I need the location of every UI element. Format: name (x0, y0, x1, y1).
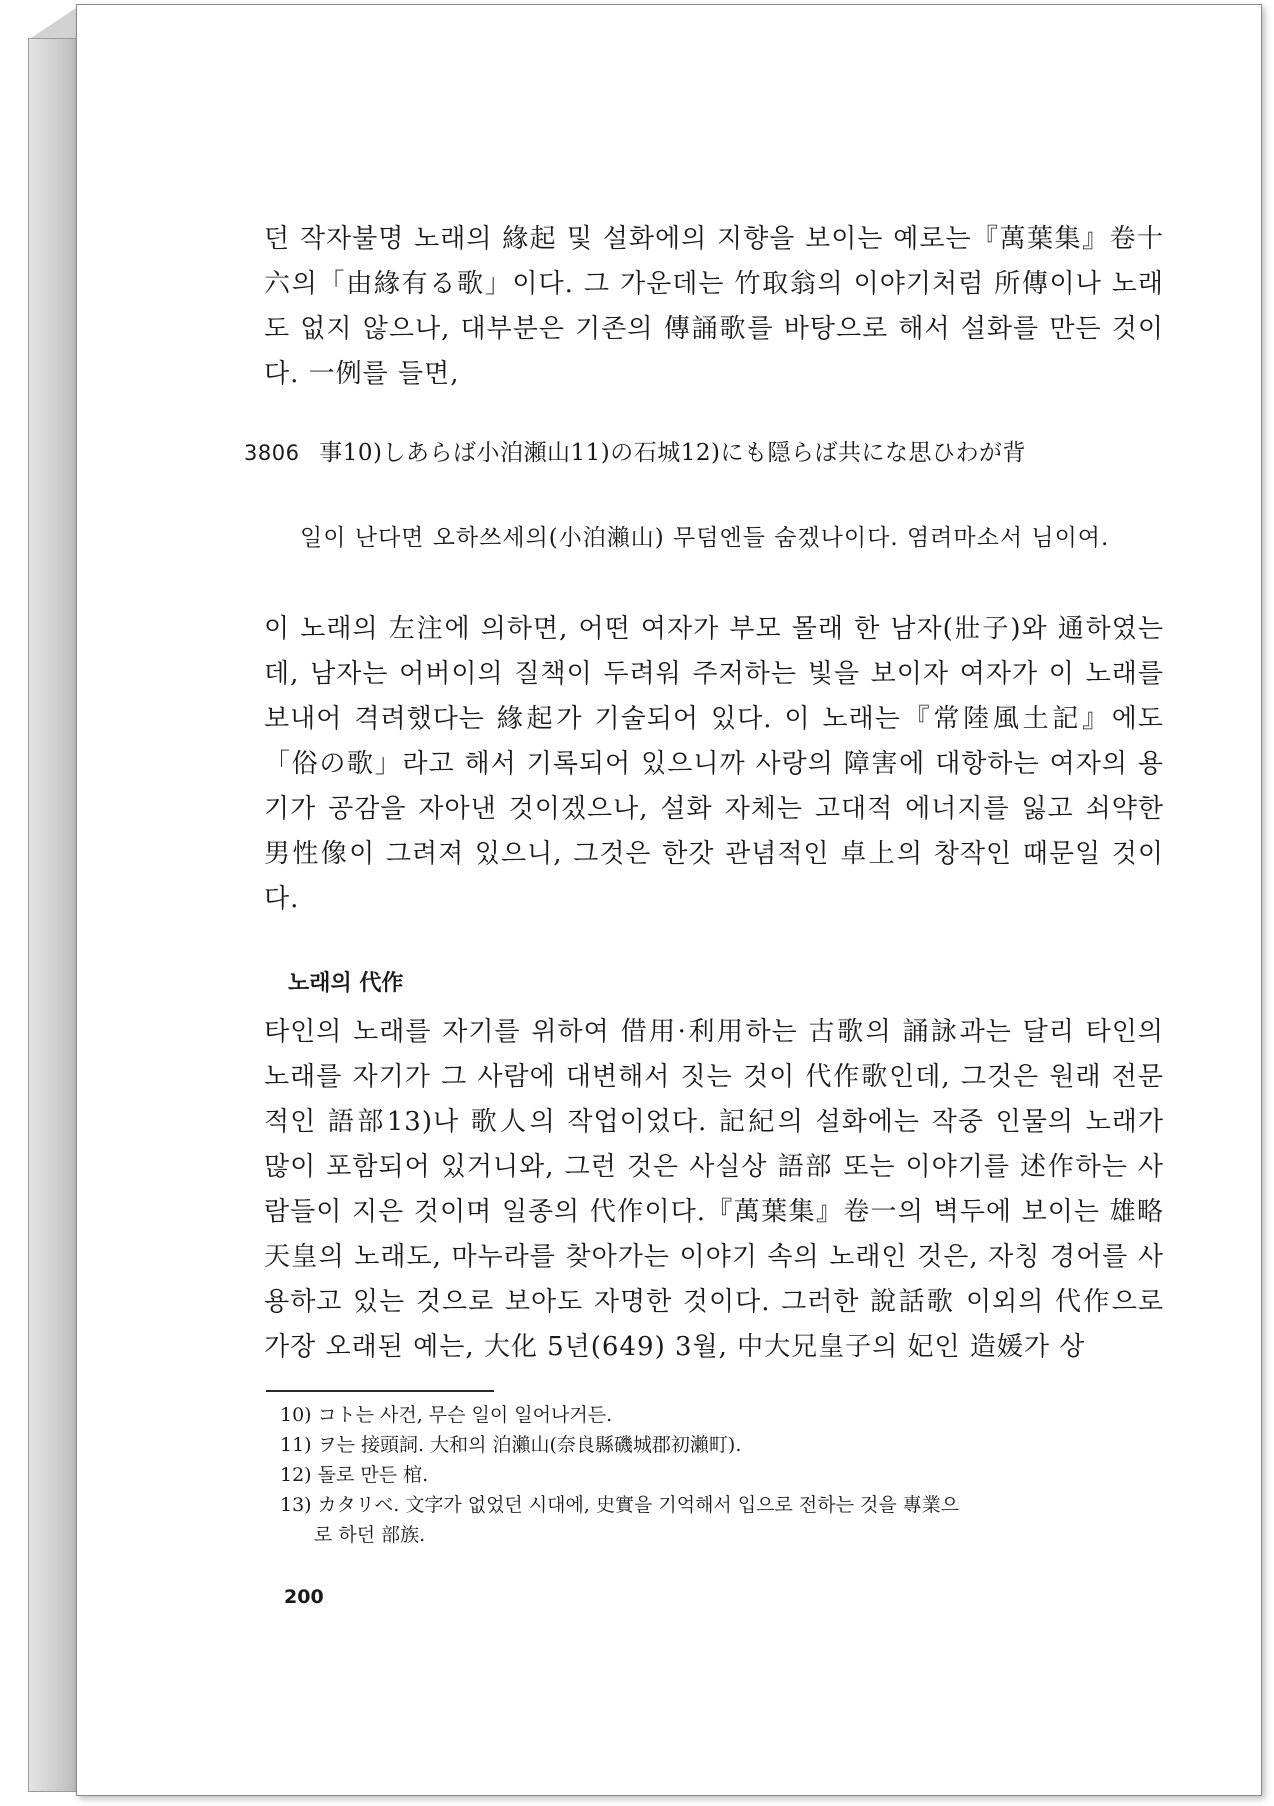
poem-block (244, 431, 1164, 475)
page-content (244, 217, 1164, 1608)
paragraph-3: 타인의 노래를 자기를 위하여 借用·利用하는 古歌의 誦詠과는 달리 타인의 노래를 자기가 그 사람에 대변해서 짓는 것이 代作歌인데, 그것은 원래 전문적인 語部13)나 歌人의 작업이었다. 記紀의 설화에는 작중 인물의 노래가 많이 포함되어 있거니와, 그런 것은 사실상 語部 또는 이야기를 述作하는 사람들이 지은 것이며 일종의 代作이다.『萬葉集』卷一의 벽두에 보이는 雄略天皇의 노래도, 마누라를 찾아가는 이야기 속의 노래인 것은, 자칭 경어를 사용하고 있는 것으로 보아도 자명한 것이다. 그러한 說話歌 이외의 代作으로 가장 오래된 예는, 大化 5년(649) 3월, 中大兄皇子의 妃인 造媛가 상 (264, 1017, 1164, 1362)
footnote-divider (266, 1390, 494, 1392)
footnote-13: 13) カタリベ. 文字가 없었던 시대에, 史實을 기억해서 입으로 전하는 것을 專業으 (280, 1494, 960, 1516)
book-spine (28, 38, 80, 1792)
paragraph-1: 던 작자불명 노래의 緣起 및 설화에의 지향을 보이는 예로는『萬葉集』卷十六의「由緣有る歌」이다. 그 가운데는 竹取翁의 이야기처럼 所傳이나 노래도 없지 않으나, 대부분은 기존의 傳誦歌를 바탕으로 해서 설화를 만든 것이다. 一例를 들면, (264, 224, 1164, 389)
poem-number: 3806 (244, 441, 300, 465)
footnote-10: 10) コト는 사건, 무슨 일이 일어나거든. (280, 1404, 613, 1426)
page-number: 200 (284, 1586, 324, 1608)
paragraph-2: 이 노래의 左注에 의하면, 어떤 여자가 부모 몰래 한 남자(壯子)와 通하였는데, 남자는 어버이의 질책이 두려워 주저하는 빛을 보이자 여자가 이 노래를 보내어 격려했다는 緣起가 기술되어 있다. 이 노래는『常陸風土記』에도「俗の歌」라고 해서 기록되어 있으니까 사랑의 障害에 대항하는 여자의 용기가 공감을 자아낸 것이겠으나, 설화 자체는 고대적 에너지를 잃고 쇠약한 男性像이 그려져 있으니, 그것은 한갓 관념적인 卓上의 창작인 때문일 것이다. (264, 614, 1164, 914)
footnote-11: 11) ヲ는 接頭詞. 大和의 泊瀨山(奈良縣磯城郡初瀨町). (280, 1434, 742, 1456)
footnote-12: 12) 돌로 만든 棺. (280, 1464, 429, 1486)
footnotes (280, 1400, 1164, 1550)
footnote-13-continued: 로 하던 部族. (314, 1524, 426, 1546)
poem-translation: 일이 난다면 오하쓰세의(小泊瀨山) 무덤엔들 숨겠나이다. 염려마소서 님이여. (300, 525, 1110, 551)
section-heading: 노래의 代作 (288, 971, 404, 996)
poem-text: 事10)しあらば小泊瀬山11)の石城12)にも隠らば共にな思ひわが背 (319, 440, 1026, 466)
book-page (76, 4, 1262, 1796)
book-spine-top (28, 6, 79, 40)
